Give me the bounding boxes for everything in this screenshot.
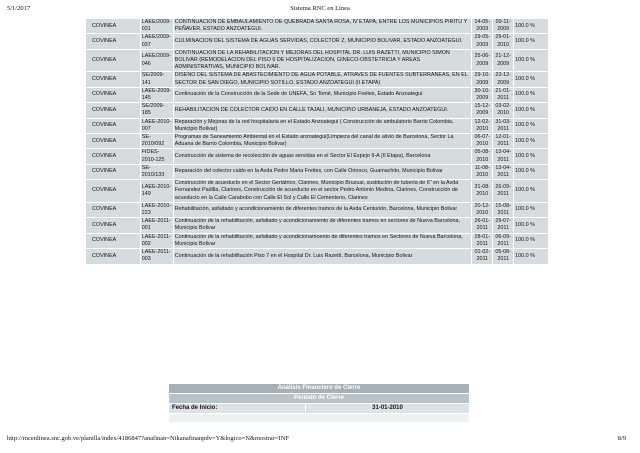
closing-period-heading: Periodo de Cierre [169, 394, 469, 403]
table-row [86, 203, 548, 217]
description-cell: CULMINACION DEL SISTEMA DE AGUAS SERVIDAS, COLECTOR Z, MUNICIPIO BOLIVAR, ESTADO ANZOATEGUI. [174, 34, 472, 48]
percent-cell: 100.0 % [514, 119, 548, 133]
description-cell: Construcción de sistema de recolección de aguas servidas en el Sector El Espejo II-A (II Etapa), Barcelona [174, 149, 472, 163]
end-date-cell: 13-04-2011 [493, 165, 513, 179]
description-cell: Continuación de la rehabilitación, asfaltado y acondicionamoento de diferentes tramos en Sectores de Nueva Barcelona, Municipio Bolivar [174, 234, 472, 248]
contract-code-cell: LAEE/2009-046 [141, 50, 173, 72]
start-date-cell: 01-02-2011 [472, 249, 492, 263]
table-row [86, 180, 548, 202]
table-row [86, 234, 548, 248]
table-row [86, 103, 548, 117]
organization-cell: COVINEA [86, 19, 140, 33]
percent-cell: 100.0 % [514, 165, 548, 179]
description-cell: Rehabilitación, asfaltado y acondicionamiento de diferentes tramos de la Avda Centurión, Barcelona, Municipio Bolivar [174, 203, 472, 217]
description-cell: CONTINUACION DE LA REHABILITACION Y MEJORAS DEL HOSPITAL DR. LUIS RAZETTI, MUNICIPIO SIMON BOLIVAR (REMODELACION DEL PISO 6 DE HOSPITALIZACION, GINECO-OBSTETRICIA Y AREAS ADMINISTRATIVAS, MUNICIPIO BOLIVAR. [174, 50, 472, 72]
organization-cell: COVINEA [86, 203, 140, 217]
end-date-cell: 29-01-2010 [493, 34, 513, 48]
description-cell: Continuación de la rehabilitación, asfaltado y acondicionamiento de diferentes tramos en sectores de Nueva Barcelona, Municipio Bolivar [174, 218, 472, 232]
end-date-cell: 03-02-2010 [493, 103, 513, 117]
percent-cell: 100.0 % [514, 234, 548, 248]
contract-code-cell: FIDES-2010-125 [141, 149, 173, 163]
start-date-cell: 14-05-2009 [472, 19, 492, 33]
percent-cell: 100.0 % [514, 134, 548, 148]
table-row [86, 165, 548, 179]
end-date-cell: 13-04-2011 [493, 149, 513, 163]
print-date: 5/1/2017 [7, 5, 31, 12]
end-date-cell: 21-12-2009 [493, 50, 513, 72]
start-date-cell: 06-07-2010 [472, 134, 492, 148]
contract-code-cell: LAEE/2009-037 [141, 34, 171, 48]
description-cell: Reparación del colector caido en la Avda Pedro Maria Freites, con Calle Orinoco, Guamachito, Municipio Bolivar [174, 165, 472, 179]
organization-cell: COVINEA [86, 103, 140, 117]
percent-cell: 100.0 % [514, 103, 548, 117]
start-date-cell: 12-02-2010 [472, 119, 492, 133]
start-date-cell: 30-10-2009 [472, 88, 492, 102]
contract-code-cell: LAEE-2010-149 [141, 180, 173, 202]
percent-cell: 100.0 % [514, 50, 548, 72]
description-cell: Construcción de acueducto en el Sector Geriátrico, Clarines, Municipio Bruzual, sustitución de tubería de 6" en la Avda Fernandez Padilla, Clarines, Construcción de acueducto en el sector Pedro Antonio Medina, Clarines, Construcción de acueducto en la Calle Carabobo con Calle El Sol y Calle El Cementerio, Clarines [174, 180, 472, 202]
organization-cell: COVINEA [86, 50, 140, 72]
table-row [86, 88, 548, 102]
contract-code-cell: SE/2009-185 [141, 103, 173, 117]
organization-cell: COVINEA [86, 249, 140, 263]
table-row [86, 50, 548, 72]
percent-cell: 100.0 % [514, 218, 548, 232]
description-cell: Reparación y Mejoras de la red hospitalaria en el Estado Anzoategui ( Construcción de ambulatorio Barrio Colombia, Municipio Bolivar) [174, 119, 472, 133]
start-date-cell: 05-08-2010 [472, 149, 492, 163]
end-date-cell: 05-08-2011 [493, 249, 513, 263]
table-row [86, 218, 548, 232]
table-row [86, 19, 548, 33]
contract-code-cell: LAEE-2010-007 [141, 118, 172, 132]
page-url: http://rncenlinea.snc.gob.ve/planilla/index/4186847?anafinan=Nikanafinanpdv=Y&logico=N&mostrar=INF [7, 435, 289, 442]
percent-cell: 100.0 % [514, 180, 548, 202]
organization-cell: COVINEA [86, 165, 140, 179]
end-date-cell: 31-03-2011 [493, 119, 513, 133]
end-date-cell: 06-09-2011 [493, 234, 513, 248]
description-cell: DISEÑO DEL SISTEMA DE ABASTECIMIENTO DE AGUA POTABLE, ATRAVES DE FUENTES SUBTERRANEAS, EN EL SECTOR DE SAN DIEGO, MUNICIPIO SOTILLO, ESTADO ANZOATEGUI (II ETAPA) [174, 72, 472, 86]
start-date-cell: 15-12-2009 [472, 103, 492, 117]
end-date-cell: 15-08-2011 [493, 203, 513, 217]
description-cell: Continuación de la Construcción de la Sede de UNEFA, Sn Tomé, Municipio Freites, Estado Anzoategui [174, 88, 472, 102]
table-row [86, 249, 548, 263]
start-date-label: Fecha de Inicio: [169, 404, 305, 413]
description-cell: Continuación de la rehabilitación Piso 7 en el Hospital Dr. Luis Razetti, Barcelona, Municipio Bolivar [174, 249, 472, 263]
organization-cell: COVINEA [86, 134, 140, 148]
table-row [86, 34, 548, 48]
start-date-cell: 11-08-2010 [472, 165, 492, 179]
end-date-cell: 21-01-2011 [493, 88, 513, 102]
empty-row [169, 414, 469, 422]
organization-cell: COVINEA [86, 88, 140, 102]
percent-cell: 100.0 % [514, 34, 548, 48]
contract-code-cell: LAEE-2011-002 [141, 234, 173, 248]
financial-title: Análisis Financiero de Cierre [169, 384, 469, 393]
organization-cell: COVINEA [86, 34, 140, 48]
organization-cell: COVINEA [86, 234, 140, 248]
organization-cell: COVINEA [86, 218, 140, 232]
percent-cell: 100.0 % [514, 19, 548, 33]
start-date-value: 31-01-2010 [306, 404, 469, 413]
organization-cell: COVINEA [86, 119, 140, 133]
contract-code-cell: LAEE/2009-031 [141, 19, 171, 33]
end-date-cell: 09-11-2009 [493, 19, 513, 33]
table-row [86, 149, 548, 163]
contract-code-cell: SE/2009-141 [141, 72, 173, 86]
page-footer [0, 435, 640, 445]
page-header [0, 5, 640, 15]
start-date-cell: 20-12-2010 [472, 203, 492, 217]
start-date-cell: 28-01-2011 [472, 234, 492, 248]
page-number: 8/9 [617, 435, 626, 442]
contract-code-cell: LAEE-2009-145 [141, 87, 172, 102]
percent-cell: 100.0 % [514, 149, 548, 163]
contract-code-cell: LAEE-2011-003 [141, 249, 173, 263]
percent-cell: 100.0 % [514, 203, 548, 217]
page-title: Sistema RNC en Línea [290, 5, 350, 12]
end-date-cell: 12-01-2011 [493, 134, 513, 148]
description-cell: REHABILITACION DE COLECTOR CAIDO EN CALLE TAJALI, MUNICIPIO URBANEJA, ESTADO ANZOATEGUI. [174, 103, 472, 117]
organization-cell: COVINEA [86, 149, 140, 163]
financial-closing-table [168, 383, 470, 423]
organization-cell: COVINEA [86, 72, 140, 86]
end-date-cell: 23-12-2009 [493, 72, 513, 86]
start-date-cell: 31-08-2010 [472, 180, 492, 202]
contracts-table [85, 18, 549, 265]
contract-code-cell: LAEE-2011-001 [141, 218, 173, 232]
table-row [86, 119, 548, 133]
table-row [86, 72, 548, 86]
contract-code-cell: SE-2010/092 [141, 134, 173, 148]
start-date-cell: 25-06-2009 [472, 50, 492, 72]
start-date-cell: 29-10-2009 [472, 72, 492, 86]
organization-cell: COVINEA [86, 180, 140, 202]
description-cell: Programas de Saneamiento Ambiental en el Estado anzoategui(Limpieza del canal de alivio de Barcelona, Sector La Aduana de Barrio Colombia, Municipio Bolivar) [174, 134, 472, 148]
percent-cell: 100.0 % [514, 72, 548, 86]
percent-cell: 100.0 % [514, 249, 548, 263]
end-date-cell: 29-07-2011 [493, 218, 513, 232]
contract-code-cell: SE-2010/133 [141, 165, 173, 179]
start-date-cell: 26-01-2011 [472, 218, 492, 232]
start-date-cell: 29-05-2009 [472, 34, 492, 48]
description-cell: CONTINUACION DE EMBAULAMIENTO DE QUEBRADA SANTA ROSA, IV ETAPA, ENTRE LOS MUNICIPIOS PIRITU Y PEÑAVER, ESTADO ANZOATEGUI. [174, 19, 472, 33]
end-date-cell: 26-09-2011 [493, 180, 513, 202]
contract-code-cell: LAEE-2010-223 [141, 202, 172, 217]
table-row [86, 134, 548, 148]
percent-cell: 100.0 % [514, 88, 548, 102]
